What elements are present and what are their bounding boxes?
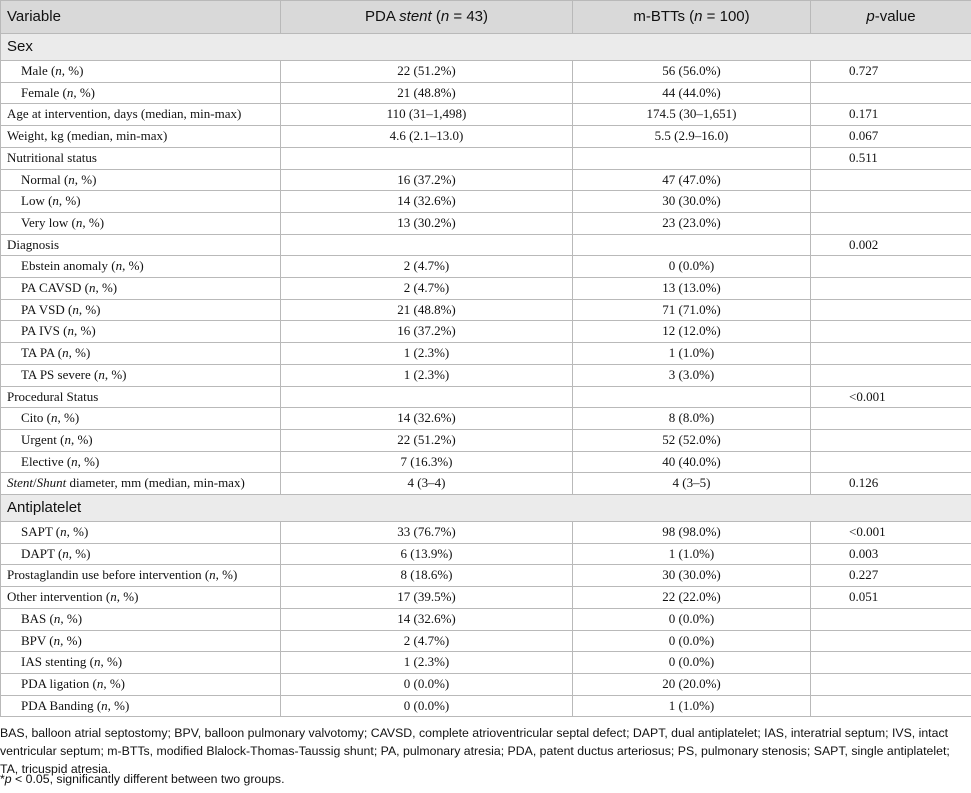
p-value: 0.051 [811, 587, 971, 609]
row-label [1, 587, 281, 609]
table-row [1, 278, 971, 300]
table-row [1, 522, 971, 544]
p-value [811, 673, 971, 695]
row-label [1, 61, 281, 83]
row-label [1, 652, 281, 674]
table-row [1, 608, 971, 630]
table-row [1, 451, 971, 473]
row-label-suffix: , %) [57, 410, 80, 426]
table-row [1, 343, 971, 365]
header-p-value [811, 1, 971, 34]
header-row [1, 1, 971, 34]
row-label-suffix: , %) [60, 632, 82, 648]
p-value: 0.003 [811, 543, 971, 565]
row-label-separator: / [33, 475, 37, 491]
footnote-abbreviations: BAS, balloon atrial septostomy; BPV, balloon pulmonary valvotomy; CAVSD, complete atrioventricular septal defect; DAPT, dual antiplatelet; IAS, interatrial septum; IVS, intact ventricular septum; m-BTTs, modified Blalock-Thomas-Taussig shunt; PA, pulmonary atresia; PDA, patent ductus arteriosus; PS, pulmonary stenosis; SAPT, single antiplatelet; TA, tricuspid atresia. [0, 726, 950, 776]
row-label-text: Urgent ( [21, 431, 65, 447]
row-label [1, 191, 281, 213]
table-row [1, 256, 971, 278]
row-label [1, 169, 281, 191]
row-label-text: Diagnosis [7, 236, 59, 252]
table-row [1, 191, 971, 213]
row-label-text: diameter, mm (median, min-max) [66, 475, 245, 491]
p-value [811, 321, 971, 343]
row-label-suffix: , %) [60, 610, 83, 626]
pda-stent-value: 1 (2.3%) [281, 364, 573, 386]
row-label-italic-n: n [53, 632, 61, 648]
p-value [811, 429, 971, 451]
pda-stent-value: 13 (30.2%) [281, 212, 573, 234]
row-label [1, 126, 281, 148]
table-row [1, 82, 971, 104]
row-label-text: TA PS severe ( [21, 366, 99, 382]
p-value: <0.001 [811, 522, 971, 544]
table-row [1, 234, 971, 256]
footnote-p: p [4, 772, 12, 786]
row-label-suffix: , %) [70, 431, 93, 447]
p-value: 0.067 [811, 126, 971, 148]
row-label-text: Female ( [21, 84, 67, 100]
p-value [811, 630, 971, 652]
row-label-text: BPV ( [21, 632, 54, 648]
row-label [1, 343, 281, 365]
row-label [1, 299, 281, 321]
p-value [811, 695, 971, 717]
header-mbtts-prefix: m-BTTs ( [633, 8, 695, 25]
row-label [1, 147, 281, 169]
row-label [1, 364, 281, 386]
row-label-text: Ebstein anomaly ( [21, 258, 116, 274]
table-row [1, 321, 971, 343]
row-label [1, 543, 281, 565]
pda-stent-value [281, 386, 573, 408]
pda-stent-value: 22 (51.2%) [281, 61, 573, 83]
table-row [1, 473, 971, 495]
p-value [811, 299, 971, 321]
row-label-suffix: , %) [104, 366, 127, 382]
row-label-suffix: , %) [107, 697, 130, 713]
row-label [1, 408, 281, 430]
row-label-suffix: , %) [73, 84, 96, 100]
row-label-italic-n: n [209, 567, 216, 583]
table-row [1, 147, 971, 169]
row-label [1, 522, 281, 544]
header-pda-paren: ( [431, 8, 441, 25]
p-value [811, 364, 971, 386]
mbtts-value: 0 (0.0%) [573, 256, 811, 278]
row-label [1, 104, 281, 126]
table-row [1, 212, 971, 234]
mbtts-value [573, 234, 811, 256]
row-label-suffix: , %) [82, 214, 105, 230]
pda-stent-value: 2 (4.7%) [281, 630, 573, 652]
mbtts-value: 1 (1.0%) [573, 543, 811, 565]
row-label-text: Prostaglandin use before intervention ( [7, 567, 210, 583]
row-label-text: DAPT ( [21, 545, 63, 561]
header-pda-stent [281, 1, 573, 34]
p-value [811, 191, 971, 213]
row-label-text: Very low ( [21, 214, 76, 230]
p-value: 0.171 [811, 104, 971, 126]
pda-stent-value [281, 147, 573, 169]
row-label-italic-n: n [52, 193, 59, 209]
row-label-text: Other intervention ( [7, 589, 111, 605]
row-label-text: Elective ( [21, 453, 72, 469]
row-label-text: PDA Banding ( [21, 697, 102, 713]
pda-stent-value: 4 (3–4) [281, 473, 573, 495]
row-label-text: BAS ( [21, 610, 54, 626]
p-value [811, 408, 971, 430]
section-label: Sex [1, 34, 971, 61]
table-body [1, 34, 971, 717]
pda-stent-value: 21 (48.8%) [281, 82, 573, 104]
table-row [1, 104, 971, 126]
mbtts-value: 12 (12.0%) [573, 321, 811, 343]
section-row [1, 495, 971, 522]
row-label-suffix: , %) [122, 258, 144, 274]
header-mbtts-count: = 100) [702, 8, 750, 25]
mbtts-value: 1 (1.0%) [573, 343, 811, 365]
row-label-suffix: , %) [68, 545, 91, 561]
mbtts-value: 30 (30.0%) [573, 565, 811, 587]
p-value [811, 212, 971, 234]
row-label-suffix: , %) [68, 345, 91, 361]
table-row [1, 587, 971, 609]
p-value: 0.227 [811, 565, 971, 587]
mbtts-value: 0 (0.0%) [573, 608, 811, 630]
mbtts-value: 1 (1.0%) [573, 695, 811, 717]
mbtts-value: 4 (3–5) [573, 473, 811, 495]
table-row [1, 364, 971, 386]
row-label-italic-n: n [64, 431, 71, 447]
section-label: Antiplatelet [1, 495, 971, 522]
row-label-italic-n: n [75, 214, 83, 230]
table-row [1, 126, 971, 148]
table-row [1, 61, 971, 83]
row-label-suffix: , %) [77, 453, 100, 469]
pda-stent-value: 1 (2.3%) [281, 652, 573, 674]
row-label-text: TA PA ( [21, 345, 63, 361]
p-value: 0.126 [811, 473, 971, 495]
footnote-significance [0, 770, 971, 788]
p-value [811, 608, 971, 630]
mbtts-value: 0 (0.0%) [573, 630, 811, 652]
mbtts-value: 8 (8.0%) [573, 408, 811, 430]
pda-stent-value: 4.6 (2.1–13.0) [281, 126, 573, 148]
row-label-text: Procedural Status [7, 388, 99, 404]
row-label [1, 673, 281, 695]
pda-stent-value: 1 (2.3%) [281, 343, 573, 365]
table-row [1, 543, 971, 565]
row-label-text: Age at intervention, days (median, min-max) [7, 106, 242, 122]
footnote-sig-text: < 0.05, significantly different between two groups. [11, 772, 285, 786]
header-pda-n: n [440, 8, 450, 25]
row-label [1, 429, 281, 451]
row-label [1, 608, 281, 630]
row-label [1, 212, 281, 234]
pda-stent-value: 0 (0.0%) [281, 673, 573, 695]
row-label-italic-n: n [115, 258, 123, 274]
p-value: 0.511 [811, 147, 971, 169]
row-label-italic-mid: Shunt [36, 475, 67, 491]
pda-stent-value: 8 (18.6%) [281, 565, 573, 587]
mbtts-value [573, 386, 811, 408]
table-row [1, 299, 971, 321]
row-label-italic-n: n [98, 366, 105, 382]
mbtts-value: 5.5 (2.9–16.0) [573, 126, 811, 148]
row-label [1, 234, 281, 256]
mbtts-value: 47 (47.0%) [573, 169, 811, 191]
pda-stent-value: 6 (13.9%) [281, 543, 573, 565]
table-row [1, 386, 971, 408]
mbtts-value: 52 (52.0%) [573, 429, 811, 451]
row-label-italic-n: n [50, 410, 58, 426]
pda-stent-value: 17 (39.5%) [281, 587, 573, 609]
header-pda-stent-italic: stent [399, 8, 432, 25]
header-p: p [866, 8, 875, 25]
mbtts-value: 30 (30.0%) [573, 191, 811, 213]
row-label [1, 386, 281, 408]
table-row [1, 408, 971, 430]
header-pda-count: = 43) [449, 8, 488, 25]
header-pda-prefix: PDA [364, 8, 400, 25]
mbtts-value: 56 (56.0%) [573, 61, 811, 83]
header-mbtts [573, 1, 811, 34]
row-label-suffix: , %) [116, 589, 139, 605]
row-label-suffix: , %) [95, 280, 118, 296]
row-label-suffix: , %) [78, 301, 101, 317]
row-label-italic-n: n [60, 524, 67, 540]
mbtts-value: 40 (40.0%) [573, 451, 811, 473]
row-label-italic-n: n [55, 63, 62, 78]
row-label [1, 473, 281, 495]
row-label [1, 451, 281, 473]
row-label-italic-n: n [68, 171, 75, 187]
row-label [1, 278, 281, 300]
row-label-suffix: , %) [100, 654, 123, 670]
mbtts-value [573, 147, 811, 169]
mbtts-value: 22 (22.0%) [573, 587, 811, 609]
table-row [1, 169, 971, 191]
section-row [1, 34, 971, 61]
table-row [1, 429, 971, 451]
row-label-text: SAPT ( [21, 524, 61, 540]
pda-stent-value: 22 (51.2%) [281, 429, 573, 451]
mbtts-value: 20 (20.0%) [573, 673, 811, 695]
pda-stent-value: 16 (37.2%) [281, 321, 573, 343]
mbtts-value: 98 (98.0%) [573, 522, 811, 544]
row-label-italic-n: n [53, 610, 61, 626]
pda-stent-value [281, 234, 573, 256]
row-label-suffix: , %) [73, 323, 96, 339]
table-row [1, 565, 971, 587]
row-label-italic-n: n [66, 84, 74, 100]
p-value [811, 278, 971, 300]
p-value [811, 652, 971, 674]
pda-stent-value: 2 (4.7%) [281, 278, 573, 300]
row-label [1, 82, 281, 104]
row-label [1, 630, 281, 652]
row-label-italic-n: n [110, 589, 117, 605]
row-label-suffix: , %) [66, 524, 89, 540]
row-label-italic-n: n [71, 453, 78, 469]
mbtts-value: 174.5 (30–1,651) [573, 104, 811, 126]
row-label-italic-n: n [62, 345, 69, 361]
row-label [1, 565, 281, 587]
p-value: <0.001 [811, 386, 971, 408]
row-label [1, 256, 281, 278]
pda-stent-value: 110 (31–1,498) [281, 104, 573, 126]
header-variable: Variable [1, 1, 281, 34]
footnote-star: * [0, 772, 5, 786]
row-label-suffix: , %) [58, 193, 81, 209]
p-value: 0.727 [811, 61, 971, 83]
pda-stent-value: 16 (37.2%) [281, 169, 573, 191]
mbtts-value: 3 (3.0%) [573, 364, 811, 386]
row-label-italic-n: n [62, 545, 69, 561]
table-row [1, 673, 971, 695]
mbtts-value: 0 (0.0%) [573, 652, 811, 674]
row-label-text: Male ( [21, 63, 56, 78]
row-label-text: Normal ( [21, 171, 69, 187]
row-label [1, 321, 281, 343]
row-label-italic-n: n [101, 697, 108, 713]
p-value [811, 169, 971, 191]
row-label-text: PA IVS ( [21, 323, 68, 339]
row-label-suffix: , %) [74, 171, 97, 187]
pda-stent-value: 14 (32.6%) [281, 408, 573, 430]
row-label-text: Weight, kg (median, min-max) [7, 128, 168, 144]
pda-stent-value: 7 (16.3%) [281, 451, 573, 473]
table-row [1, 652, 971, 674]
row-label-suffix: , %) [215, 567, 238, 583]
row-label [1, 695, 281, 717]
row-label-italic-n: n [88, 280, 96, 296]
table-header [1, 1, 971, 34]
p-value [811, 82, 971, 104]
p-value [811, 343, 971, 365]
row-label-text: Low ( [21, 193, 53, 209]
row-label-text: PA VSD ( [21, 301, 73, 317]
table-row [1, 630, 971, 652]
row-label-text: Cito ( [21, 410, 51, 426]
pda-stent-value: 21 (48.8%) [281, 299, 573, 321]
pda-stent-value: 33 (76.7%) [281, 522, 573, 544]
p-value [811, 256, 971, 278]
header-p-suffix: -value [874, 8, 916, 25]
row-label-text: PA CAVSD ( [21, 280, 89, 296]
row-label-text: PDA ligation ( [21, 675, 97, 691]
header-mbtts-n: n [694, 8, 703, 25]
mbtts-value: 13 (13.0%) [573, 278, 811, 300]
row-label-italic-n: n [93, 654, 101, 670]
row-label-italic-n: n [96, 675, 104, 691]
row-label-suffix: , %) [61, 63, 84, 78]
p-value: 0.002 [811, 234, 971, 256]
row-label-italic-n: n [67, 323, 74, 339]
row-label-text: IAS stenting ( [21, 654, 94, 670]
table-row [1, 695, 971, 717]
mbtts-value: 23 (23.0%) [573, 212, 811, 234]
mbtts-value: 71 (71.0%) [573, 299, 811, 321]
pda-stent-value: 2 (4.7%) [281, 256, 573, 278]
row-label-italic-n: n [72, 301, 79, 317]
mbtts-value: 44 (44.0%) [573, 82, 811, 104]
pda-stent-value: 0 (0.0%) [281, 695, 573, 717]
row-label-text: Nutritional status [7, 149, 97, 165]
pda-stent-value: 14 (32.6%) [281, 608, 573, 630]
pda-stent-value: 14 (32.6%) [281, 191, 573, 213]
row-label-suffix: , %) [103, 675, 126, 691]
row-label-italic-lead: Stent [7, 475, 33, 491]
p-value [811, 451, 971, 473]
